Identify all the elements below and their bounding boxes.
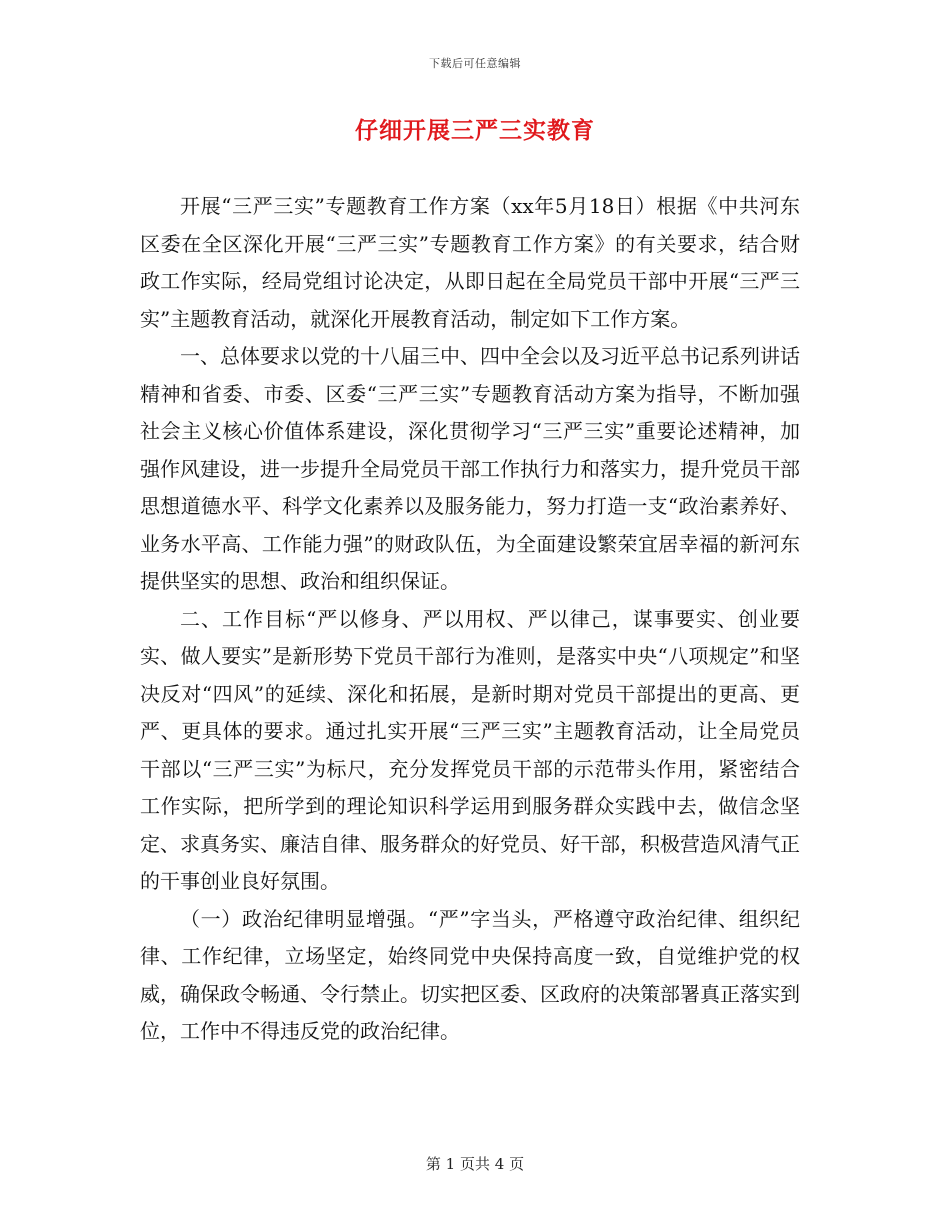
header-note: 下载后可任意编辑 — [429, 57, 521, 70]
document-title: 仔细开展三严三实教育 — [355, 117, 595, 144]
paragraph-political-discipline: （一）政治纪律明显增强。“严”字当头，严格遵守政治纪律、组织纪律、工作纪律，立场坚定，始终同党中央保持高度一致，自觉维护党的权威，确保政令畅通、令行禁止。切实把区委、区政府的决策部署真正落实到位，工作中不得违反党的政治纪律。 — [140, 906, 800, 1043]
document-body — [140, 188, 800, 1051]
paragraph-intro: 开展“三严三实”专题教育工作方案（xx年5月18日）根据《中共河东区委在全区深化开展“三严三实”专题教育工作方案》的有关要求，结合财政工作实际，经局党组讨论决定，从即日起在全局党员干部中开展“三严三实”主题教育活动，就深化开展教育活动，制定如下工作方案。 — [140, 194, 800, 331]
paragraph-work-goals: 二、工作目标“严以修身、严以用权、严以律己，谋事要实、创业要实、做人要实”是新形势下党员干部行为准则，是落实中央“八项规定”和坚决反对“四风”的延续、深化和拓展，是新时期对党员干部提出的更高、更严、更具体的要求。通过扎实开展“三严三实”主题教育活动，让全局党员干部以“三严三实”为标尺，充分发挥党员干部的示范带头作用，紧密结合工作实际，把所学到的理论知识科学运用到服务群众实践中去，做信念坚定、求真务实、廉洁自律、服务群众的好党员、好干部，积极营造风清气正的干事创业良好氛围。 — [140, 606, 800, 893]
page-number: 第 1 页共 4 页 — [425, 1155, 525, 1173]
paragraph-general-requirements: 一、总体要求以党的十八届三中、四中全会以及习近平总书记系列讲话精神和省委、市委、区委“三严三实”专题教育活动方案为指导，不断加强社会主义核心价值体系建设，深化贯彻学习“三严三实”重要论述精神，加强作风建设，进一步提升全局党员干部工作执行力和落实力，提升党员干部思想道德水平、科学文化素养以及服务能力，努力打造一支“政治素养好、业务水平高、工作能力强”的财政队伍，为全面建设繁荣宜居幸福的新河东提供坚实的思想、政治和组织保证。 — [140, 344, 800, 593]
